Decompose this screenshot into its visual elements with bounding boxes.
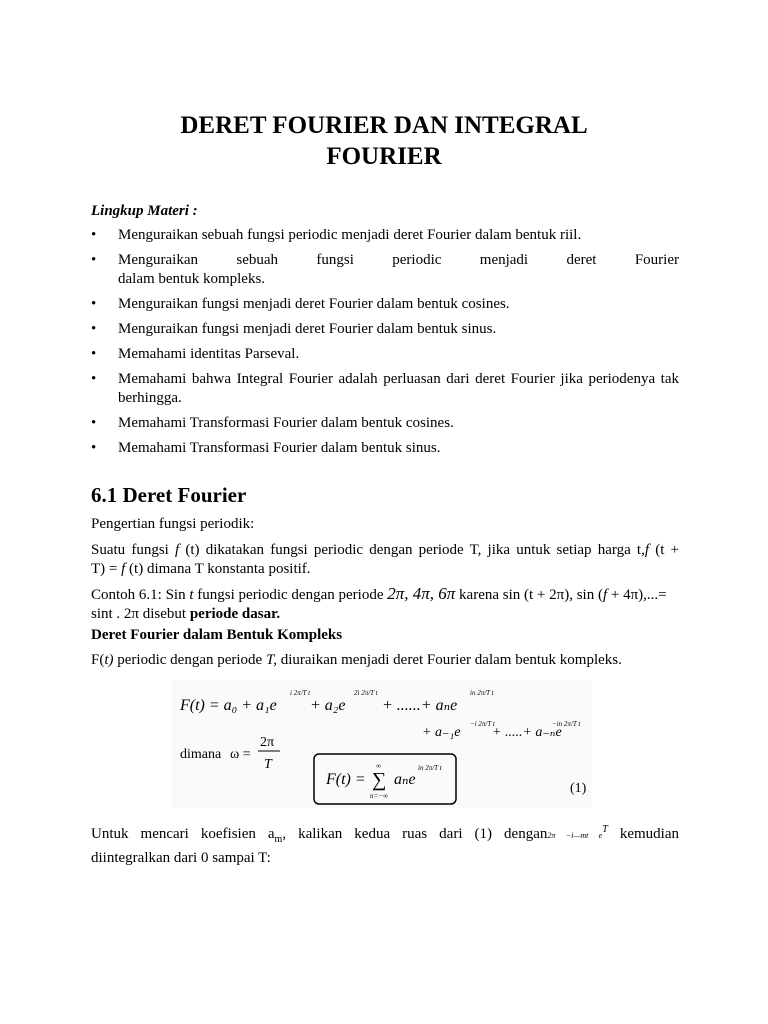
list-item-text: Memahami Transformasi Fourier dalam bentuk cosines. xyxy=(118,415,454,431)
definition-label: Pengertian fungsi periodik: xyxy=(91,516,255,532)
sum-lower: n=−∞ xyxy=(370,792,388,800)
dimana-label: dimana xyxy=(180,747,222,762)
series-lhs: F(t) = a₀ + a₁e xyxy=(180,697,277,714)
list-item xyxy=(91,370,679,408)
omega-denominator: T xyxy=(264,757,272,772)
list-item xyxy=(91,226,679,245)
series-term-n: + ......+ aₙe xyxy=(382,697,458,714)
section-heading: 6.1 Deret Fourier xyxy=(91,483,247,507)
document-title xyxy=(0,110,768,172)
bullet-icon: • xyxy=(91,346,97,362)
example-line-2: sint . 2π disebut periode dasar. xyxy=(91,606,281,622)
exponent-2: 2i 2π/T t xyxy=(354,689,378,697)
exponent-neg1: −i 2π/T t xyxy=(470,720,495,728)
list-item-text: Menguraikan fungsi menjadi deret Fourier dalam bentuk cosines. xyxy=(118,296,510,312)
boxed-exponent: in 2π/T t xyxy=(418,764,442,772)
scope-label: Lingkup Materi : xyxy=(91,203,198,219)
series-term-negn: + .....+ a₋ₙe xyxy=(492,725,562,740)
series-term-2: + a₂e xyxy=(310,697,346,714)
coefficient-paragraph xyxy=(91,820,679,868)
equation-number: (1) xyxy=(570,781,587,796)
list-item-text-continued: dalam bentuk kompleks. xyxy=(118,271,266,287)
series-term-neg1: + a₋₁e xyxy=(422,725,461,740)
sum-upper: ∞ xyxy=(376,762,381,770)
subsection-heading: Deret Fourier dalam Bentuk Kompleks xyxy=(91,627,343,643)
list-item-text: Memahami Transformasi Fourier dalam bentuk sinus. xyxy=(118,440,441,456)
boxed-lhs: F(t) = xyxy=(326,771,366,788)
fourier-series-formula xyxy=(172,680,592,808)
list-item-text: Menguraikan fungsi menjadi deret Fourier dalam bentuk sinus. xyxy=(118,321,497,337)
bullet-icon: • xyxy=(91,252,97,268)
definition-line-2: T) = f (t) dimana T konstanta positif. xyxy=(91,561,311,577)
boxed-rhs: aₙe xyxy=(394,771,416,788)
exponent-negn: −in 2π/T t xyxy=(552,720,581,728)
bullet-icon: • xyxy=(91,415,97,431)
title-line-1: DERET FOURIER DAN INTEGRAL xyxy=(180,112,588,139)
bullet-icon: • xyxy=(91,321,97,337)
omega-equals: ω = xyxy=(230,747,251,762)
omega-numerator: 2π xyxy=(260,735,275,750)
list-item-text: Menguraikan sebuah fungsi periodic menjadi deret Fourier xyxy=(118,252,679,268)
list-item-text: Menguraikan sebuah fungsi periodic menjadi deret Fourier dalam bentuk riil. xyxy=(118,227,582,243)
coefficient-line-2: diintegralkan dari 0 sampai T: xyxy=(91,850,271,866)
list-item-text: Memahami identitas Parseval. xyxy=(118,346,300,362)
list-item xyxy=(91,251,679,289)
list-item-text: Memahami bahwa Integral Fourier adalah perluasan dari deret Fourier jika periodenya tak berhingga. xyxy=(118,371,679,406)
scope-list xyxy=(91,226,679,458)
definition-line-1: Suatu fungsi f (t) dikatakan fungsi periodic dengan periode T, jika untuk setiap harga t,f (t + xyxy=(91,542,680,558)
title-line-2: FOURIER xyxy=(326,143,442,170)
definition-paragraph xyxy=(91,541,679,579)
list-item xyxy=(91,320,679,339)
list-item xyxy=(91,345,679,364)
exponent-1: i 2π/T t xyxy=(290,689,311,697)
example-line-1: Contoh 6.1: Sin t fungsi periodic dengan periode 2π, 4π, 6π karena sin (t + 2π), sin (f + 4π),...= xyxy=(91,584,667,603)
list-item xyxy=(91,414,679,433)
list-item xyxy=(91,295,679,314)
coefficient-line-1: Untuk mencari koefisien $a_m$, kalikan kedua ruas dari (1) dengan2π −i—mt $e^T$ kemudian xyxy=(91,824,679,845)
complex-intro: F(t) periodic dengan periode T, diuraikan menjadi deret Fourier dalam bentuk kompleks. xyxy=(91,652,622,668)
sum-symbol: ∑ xyxy=(372,769,387,791)
example-paragraph xyxy=(91,584,679,624)
exponent-n: in 2π/T t xyxy=(470,689,494,697)
list-item xyxy=(91,439,679,458)
bullet-icon: • xyxy=(91,296,97,312)
bullet-icon: • xyxy=(91,440,97,456)
bullet-icon: • xyxy=(91,371,97,387)
bullet-icon: • xyxy=(91,227,97,243)
